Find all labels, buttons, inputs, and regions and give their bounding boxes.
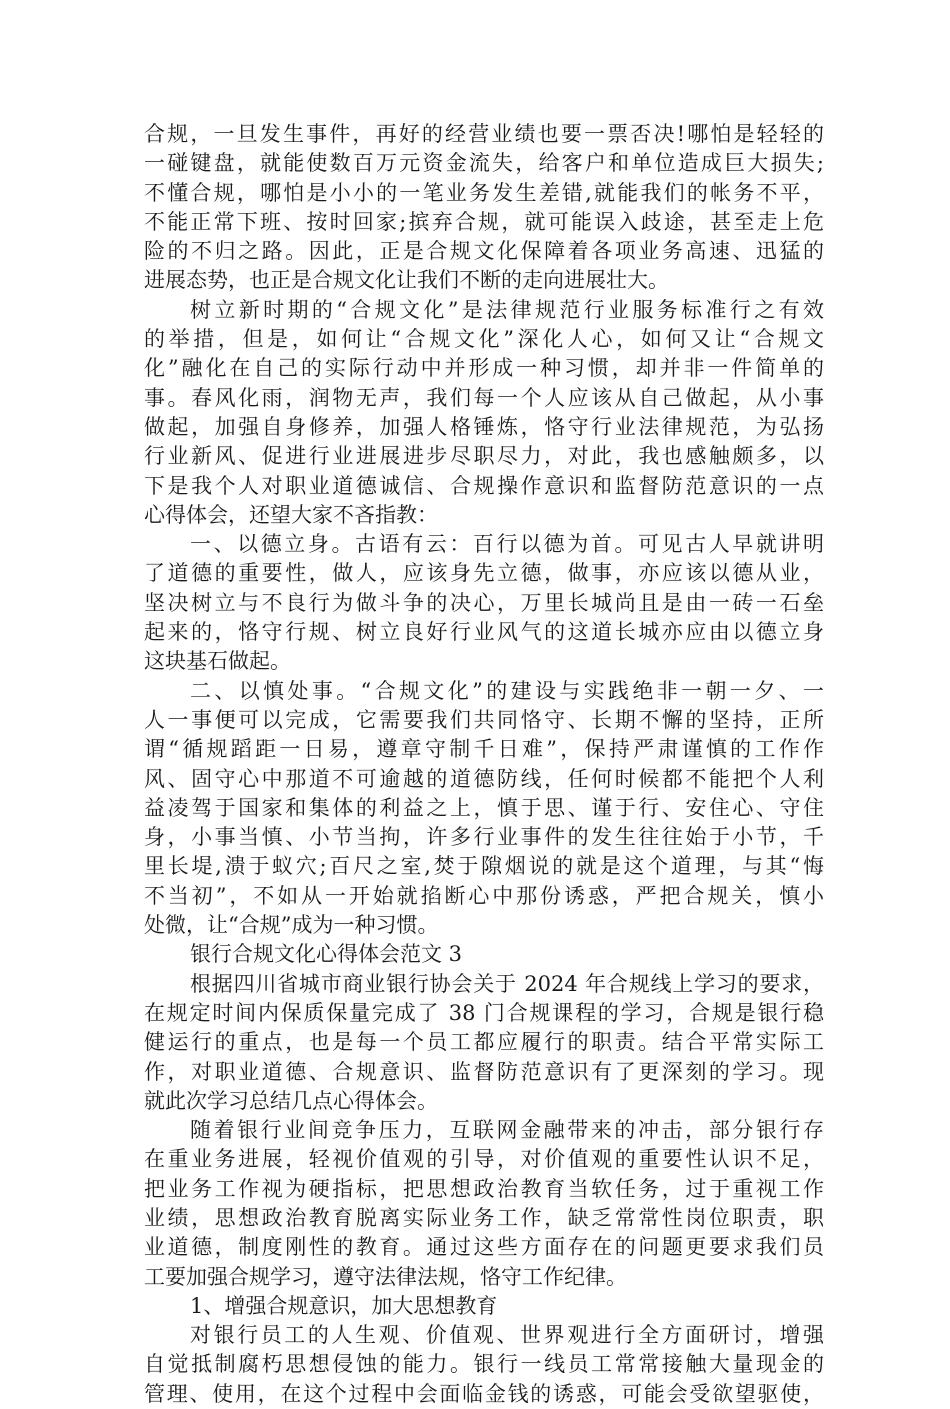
text-line: 险的不归之路。因此，正是合规文化保障着各项业务高速、迅猛的	[144, 239, 824, 264]
text-line: 业道德，制度刚性的教育。通过这些方面存在的问题更要求我们员	[144, 1235, 824, 1260]
text-line: 事。春风化雨，润物无声，我们每一个人应该从自己做起，从小事	[144, 385, 824, 410]
text-line: 人一事便可以完成，它需要我们共同恪守、长期不懈的坚持，正所	[144, 707, 824, 732]
text-line: 行业新风、促进行业进展进步尽职尽力，对此，我也感触颇多，以	[144, 444, 824, 469]
text-line: 风、固守心中那道不可逾越的道德防线，任何时候都不能把个人利	[144, 766, 824, 791]
paragraph-start-line: 二、以慎处事。“合规文化”的建设与实践绝非一朝一夕、一	[190, 678, 824, 703]
text-line: 进展态势，也正是合规文化让我们不断的走向进展壮大。	[144, 268, 669, 293]
text-line: 起来的，恪守行规、树立良好行业风气的这道长城亦应由以德立身	[144, 620, 824, 645]
text-line: 下是我个人对职业道德诚信、合规操作意识和监督防范意识的一点	[144, 473, 824, 498]
text-line: 在重业务进展，轻视价值观的引导，对价值观的重要性认识不足，	[144, 1147, 824, 1172]
text-line: 不懂合规，哪怕是小小的一笔业务发生差错,就能我们的帐务不平，	[144, 180, 824, 205]
text-line: 处微，让“合规”成为一种习惯。	[144, 913, 439, 938]
paragraph-start-line: 随着银行业间竞争压力，互联网金融带来的冲击，部分银行存	[190, 1118, 824, 1143]
paragraph-start-line: 一、以德立身。古语有云：百行以德为首。可见古人早就讲明	[190, 532, 824, 557]
document-body	[144, 120, 824, 1409]
text-line: 就此次学习总结几点心得体会。	[144, 1088, 438, 1113]
text-line: 一碰键盘，就能使数百万元资金流失，给客户和单位造成巨大损失;	[144, 151, 824, 176]
text-line: 的举措，但是，如何让“合规文化”深化人心，如何又让“合规文	[144, 327, 824, 352]
text-line: 了道德的重要性，做人，应该身先立德，做事，亦应该以德从业，	[144, 561, 824, 586]
text-line: 化”融化在自己的实际行动中并形成一种习惯，却并非一件简单的	[144, 356, 824, 381]
text-line: 益凌驾于国家和集体的利益之上，慎于思、谨于行、安住心、守住	[144, 795, 824, 820]
text-line: 这块基石做起。	[144, 649, 291, 674]
text-line: 把业务工作视为硬指标，把思想政治教育当软任务，过于重视工作	[144, 1176, 824, 1201]
text-line: 坚决树立与不良行为做斗争的决心，万里长城尚且是由一砖一石垒	[144, 590, 824, 615]
text-line: 身，小事当慎、小节当拘，许多行业事件的发生往往始于小节，千	[144, 825, 824, 850]
paragraph-start-line: 树立新时期的“合规文化”是法律规范行业服务标准行之有效	[190, 297, 824, 322]
text-line: 业绩，思想政治教育脱离实际业务工作，缺乏常常性岗位职责，职	[144, 1205, 824, 1230]
text-line: 合规，一旦发生事件，再好的经营业绩也要一票否决!哪怕是轻轻的	[144, 122, 824, 146]
text-line: 不能正常下班、按时回家;摈弃合规，就可能误入歧途，甚至走上危	[144, 209, 824, 234]
text-line: 健运行的重点，也是每一个员工都应履行的职责。结合平常实际工	[144, 1030, 824, 1055]
paragraph-start-line: 根据四川省城市商业银行协会关于 2024 年合规线上学习的要求，	[190, 971, 824, 996]
text-line: 不当初”，不如从一开始就掐断心中那份诱惑，严把合规关，慎小	[144, 883, 824, 908]
text-line: 谓“循规蹈距一日易，遵章守制千日难”，保持严肃谨慎的工作作	[144, 737, 824, 762]
text-line: 里长堤,溃于蚁穴;百尺之室,焚于隙烟说的就是这个道理，与其“悔	[144, 854, 824, 879]
paragraph-start-line: 对银行员工的人生观、价值观、世界观进行全方面研讨，增强	[190, 1323, 824, 1348]
text-line: 心得体会，还望大家不吝指教：	[144, 502, 438, 527]
text-line: 自觉抵制腐朽思想侵蚀的能力。银行一线员工常常接触大量现金的	[144, 1352, 824, 1377]
text-line: 在规定时间内保质保量完成了 38 门合规课程的学习，合规是银行稳	[144, 1000, 824, 1025]
section-heading: 银行合规文化心得体会范文 3	[190, 942, 463, 967]
subsection-heading: 1、增强合规意识，加大思想教育	[190, 1293, 498, 1318]
text-line: 做起，加强自身修养，加强人格锤炼，恪守行业法律规范，为弘扬	[144, 414, 824, 439]
text-line: 作，对职业道德、合规意识、监督防范意识有了更深刻的学习。现	[144, 1059, 824, 1084]
text-line: 工要加强合规学习，遵守法律法规，恪守工作纪律。	[144, 1264, 627, 1289]
text-line: 管理、使用，在这个过程中会面临金钱的诱惑，可能会受欲望驱使，	[144, 1381, 824, 1406]
